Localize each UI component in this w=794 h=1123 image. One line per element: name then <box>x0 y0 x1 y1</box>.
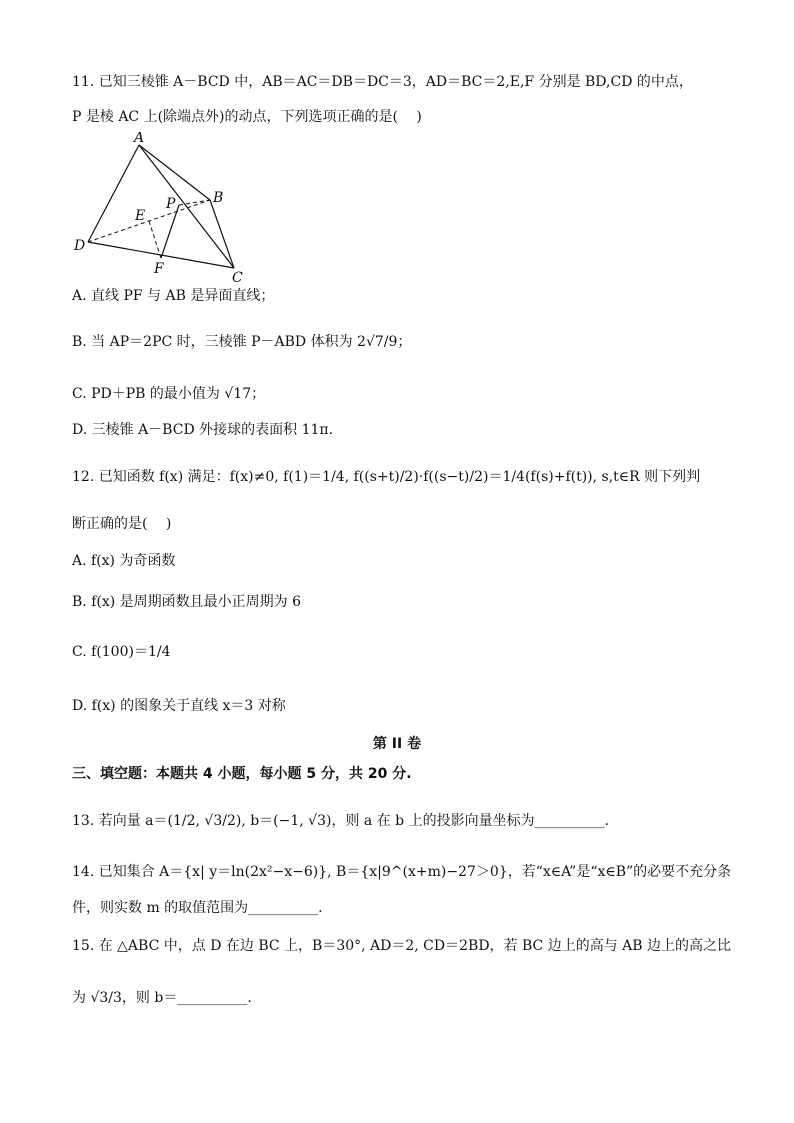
label-C: C <box>232 270 243 282</box>
q11-option-c: C. PD＋PB 的最小值为 √17； <box>72 386 266 402</box>
label-P: P <box>166 196 176 212</box>
label-D: D <box>74 238 86 254</box>
label-A: A <box>134 132 145 146</box>
q11-option-d: D. 三棱锥 A－BCD 外接球的表面积 11π. <box>72 422 334 438</box>
q12-stem-line2: 断正确的是( ) <box>72 516 172 532</box>
q12-stem-line1: 12. 已知函数 f(x) 满足：f(x)≠0, f(1)＝1/4, f((s+t)/2)·f((s−t)/2)＝1/4(f(s)+f(t)), s,t∈R 则下列判 <box>72 469 701 485</box>
section-title: 第 II 卷 <box>372 736 422 752</box>
section3-header: 三、填空题：本题共 4 小题，每小题 5 分，共 20 分. <box>72 766 412 782</box>
q14-stem-line1: 14. 已知集合 A＝{x| y＝ln(2x²−x−6)}, B＝{x|9^(x+m)−27＞0}，若“x∈A”是“x∈B”的必要不充分条 <box>72 864 732 880</box>
q15-stem-line2: 为 √3/3，则 b＝__________. <box>72 990 252 1006</box>
tetrahedron-figure <box>72 132 272 282</box>
edge-AC <box>139 145 234 268</box>
edge-BC <box>210 200 234 268</box>
q14-stem-line2: 件，则实数 m 的取值范围为__________. <box>72 900 323 916</box>
label-B: B <box>213 190 224 206</box>
q12-option-a: A. f(x) 为奇函数 <box>72 553 176 569</box>
q12-option-b: B. f(x) 是周期函数且最小正周期为 6 <box>72 594 301 610</box>
q11-option-b: B. 当 AP＝2PC 时，三棱锥 P－ABD 体积为 2√7/9； <box>72 334 412 350</box>
label-E: E <box>135 208 146 224</box>
q13-stem: 13. 若向量 a＝(1/2, √3/2), b＝(−1, √3)，则 a 在 b 上的投影向量坐标为__________. <box>72 813 610 829</box>
q15-stem-line1: 15. 在 △ABC 中，点 D 在边 BC 上，B＝30°, AD＝2, CD＝2BD，若 BC 边上的高与 AB 边上的高之比 <box>72 938 731 954</box>
label-F: F <box>154 261 164 277</box>
q12-option-d: D. f(x) 的图象关于直线 x＝3 对称 <box>72 698 286 714</box>
segment-PF <box>161 205 179 258</box>
q11-stem-line2: P 是棱 AC 上(除端点外)的动点，下列选项正确的是( ) <box>72 109 422 125</box>
segment-EF-hidden <box>149 221 161 258</box>
q12-option-c: C. f(100)＝1/4 <box>72 644 171 660</box>
q11-option-a: A. 直线 PF 与 AB 是异面直线； <box>72 288 275 304</box>
q11-stem-line1: 11. 已知三棱锥 A－BCD 中，AB＝AC＝DB＝DC＝3，AD＝BC＝2,E,F 分别是 BD,CD 的中点， <box>72 74 693 90</box>
